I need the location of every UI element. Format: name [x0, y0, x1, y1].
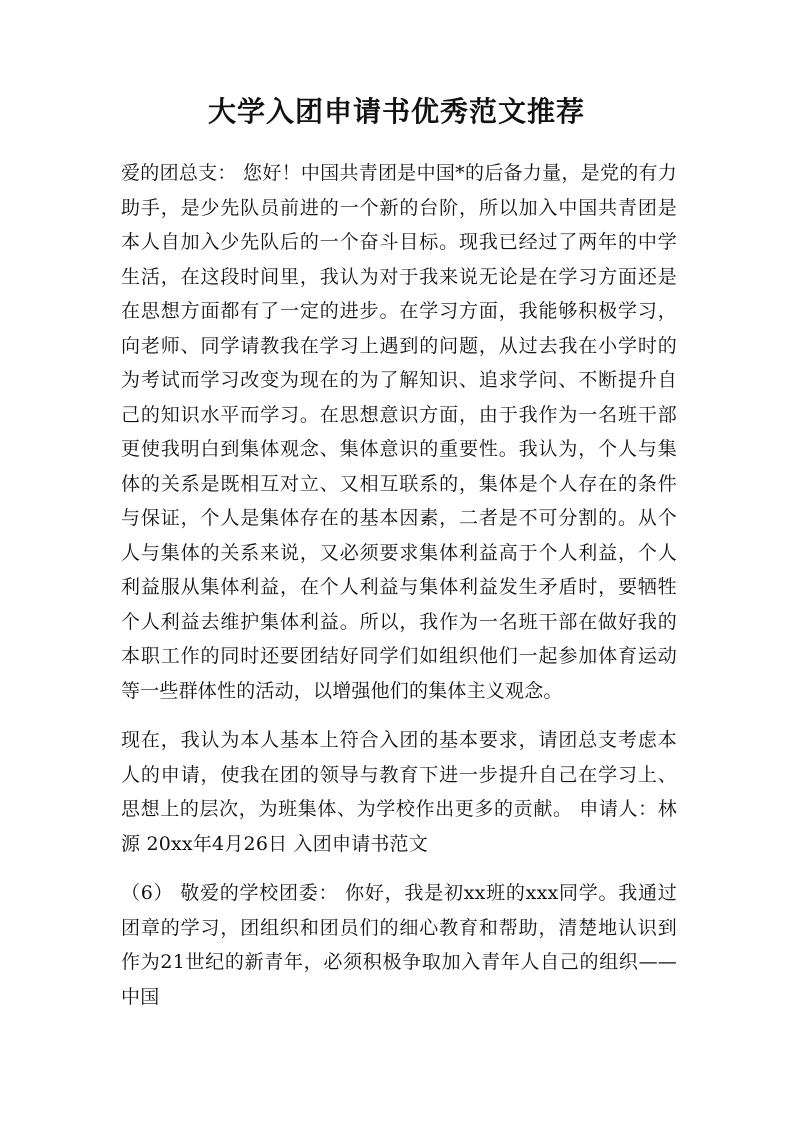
paragraph-2: 现在，我认为本人基本上符合入团的基本要求，请团总支考虑本人的申请，使我在团的领导与教育下进一步提升自己在学习上、思想上的层次，为班集体、为学校作出更多的贡献。 申请人：林源 20xx年4月26日 入团申请书范文 — [121, 729, 677, 855]
document-title: 大学入团申请书优秀范文推荐 — [207, 95, 585, 128]
document-body — [121, 156, 677, 1029]
paragraph-1: 爱的团总支： 您好！中国共青团是中国*的后备力量，是党的有力助手，是少先队员前进的一个新的台阶，所以加入中国共青团是本人自加入少先队后的一个奋斗目标。现我已经过了两年的中学生活，在这段时间里，我认为对于我来说无论是在学习方面还是在思想方面都有了一定的进步。在学习方面，我能够积极学习，向老师、同学请教我在学习上遇到的问题，从过去我在小学时的为考试而学习改变为现在的为了解知识、追求学问、不断提升自己的知识水平而学习。在思想意识方面，由于我作为一名班干部更使我明白到集体观念、集体意识的重要性。我认为，个人与集体的关系是既相互对立、又相互联系的，集体是个人存在的条件与保证，个人是集体存在的基本因素，二者是不可分割的。从个人与集体的关系来说，又必须要求集体利益高于个人利益，个人利益服从集体利益，在个人利益与集体利益发生矛盾时，要牺牲个人利益去维护集体利益。所以，我作为一名班干部在做好我的本职工作的同时还要团结好同学们如组织他们一起参加体育运动等一些群体性的活动，以增强他们的集体主义观念。 — [121, 162, 677, 702]
paragraph-3: （6） 敬爱的学校团委： 你好，我是初xx班的xxx同学。我通过团章的学习，团组织和团员们的细心教育和帮助，清楚地认识到作为21世纪的新青年，必须积极争取加入青年人自己的组织——中国 — [121, 882, 677, 1008]
